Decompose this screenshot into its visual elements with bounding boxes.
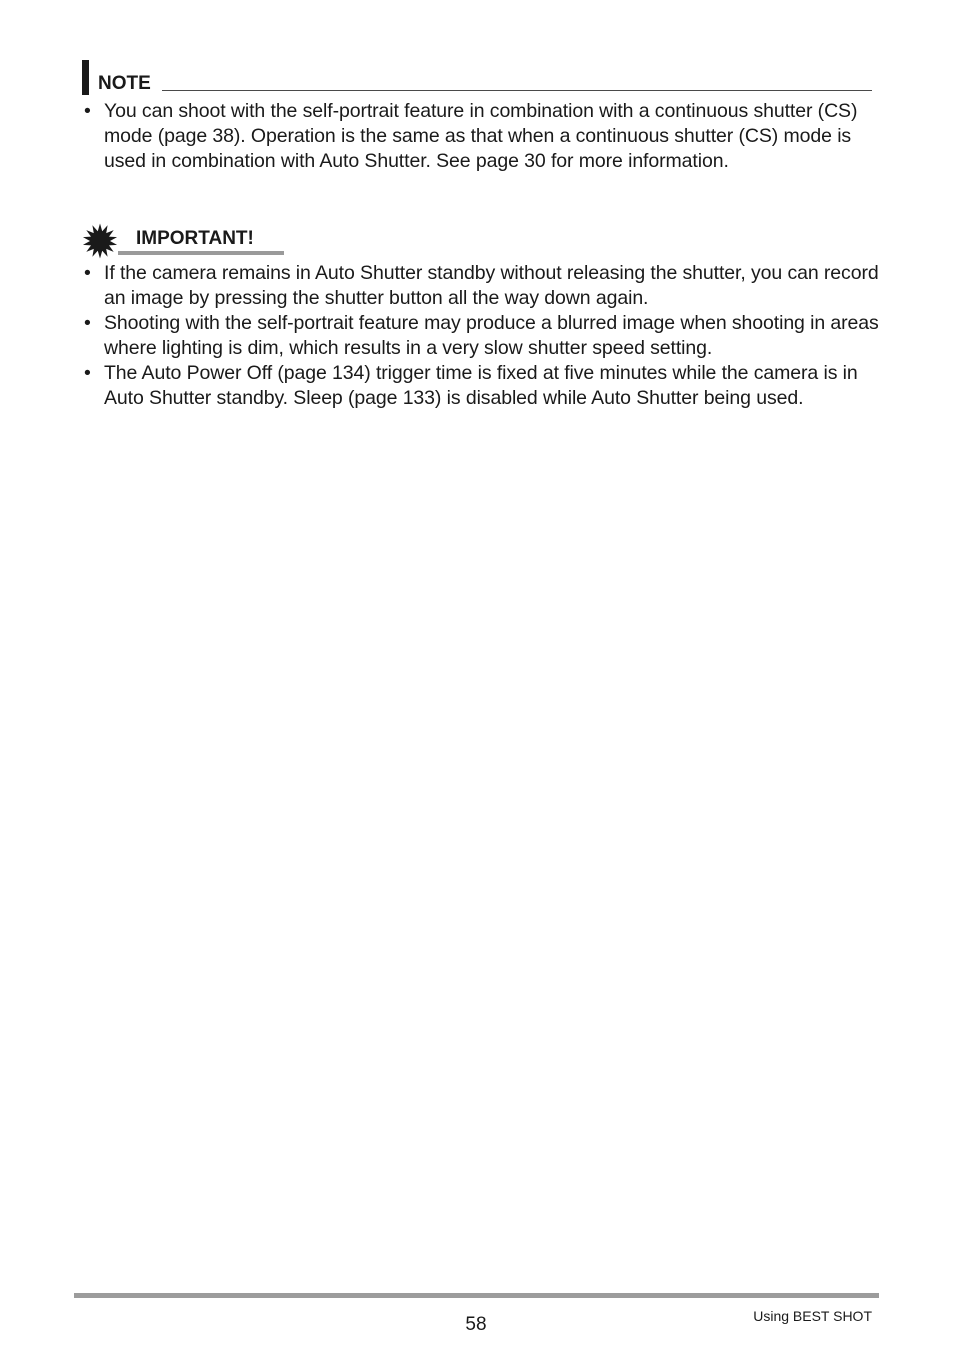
important-item-text: If the camera remains in Auto Shutter standby without releasing the shutter, you can record an image by pressing the shutter button all the way down again.	[104, 262, 879, 309]
bullet: •	[84, 362, 91, 384]
note-list	[84, 99, 884, 174]
footer-rule	[74, 1293, 879, 1298]
important-heading-rule	[118, 251, 284, 255]
important-item-text: The Auto Power Off (page 134) trigger time is fixed at five minutes while the camera is in Auto Shutter standby. Sleep (page 133) is disabled while Auto Shutter being used.	[104, 362, 858, 409]
important-heading-block	[82, 223, 286, 259]
list-item	[84, 261, 884, 311]
bullet: •	[84, 312, 91, 334]
note-marker-bar	[82, 60, 89, 95]
important-heading: IMPORTANT!	[136, 228, 254, 249]
list-item	[84, 99, 884, 174]
important-list	[84, 261, 884, 411]
bullet: •	[84, 262, 91, 284]
note-heading: NOTE	[98, 73, 151, 94]
list-item	[84, 361, 884, 411]
starburst-icon	[82, 223, 118, 259]
note-heading-block	[82, 58, 872, 96]
note-item-text: You can shoot with the self-portrait feature in combination with a continuous shutter (CS) mode (page 38). Operation is the same as that when a continuous shutter (CS) mode is used in combination with Auto Shutter. See page 30 for more information.	[104, 100, 858, 172]
page-number: 58	[465, 1314, 487, 1335]
list-item	[84, 311, 884, 361]
bullet: •	[84, 100, 91, 122]
important-item-text: Shooting with the self-portrait feature may produce a blurred image when shooting in areas where lighting is dim, which results in a very slow shutter speed setting.	[104, 312, 879, 359]
note-heading-rule	[162, 90, 872, 91]
section-name: Using BEST SHOT	[753, 1308, 872, 1324]
